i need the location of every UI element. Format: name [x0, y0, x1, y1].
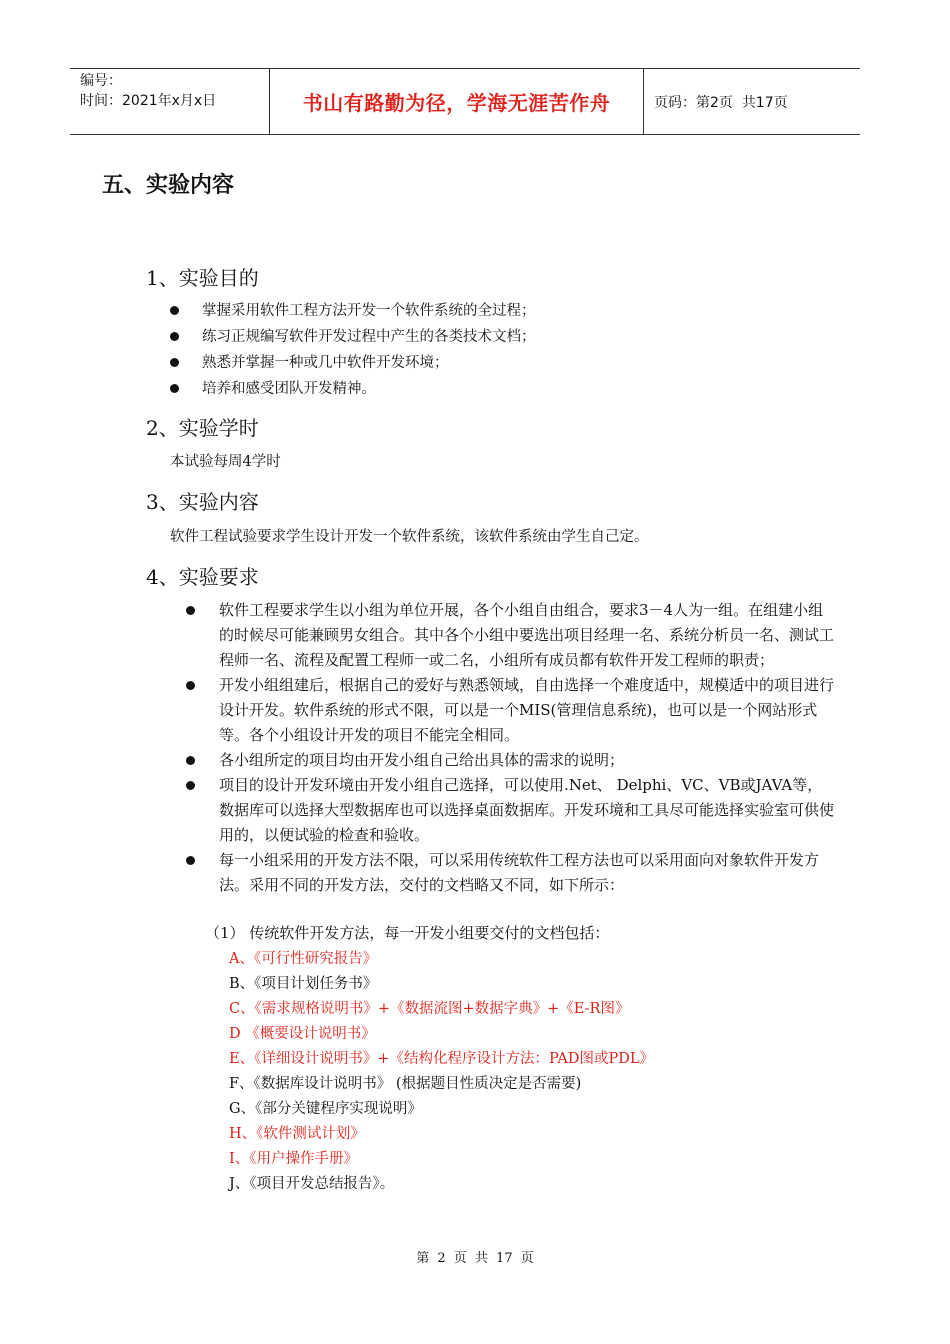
purpose-heading: 1、实验目的: [146, 266, 259, 290]
deliverable-item: F、《数据库设计说明书》 (根据题目性质决定是否需要): [229, 1076, 582, 1092]
content-heading: 3、实验内容: [146, 490, 259, 514]
bullet-icon: [186, 756, 195, 765]
page-info-text: 页码：第2页 共17页: [654, 94, 788, 111]
bullet-icon: [170, 358, 179, 367]
deliverable-item: D 《概要设计说明书》: [229, 1026, 376, 1042]
section-title: 五、实验内容: [102, 173, 235, 198]
purpose-list: [170, 298, 536, 402]
list-item: 开发小组组建后，根据自己的爱好与熟悉领域，自由选择一个难度适中，规模适中的项目进行设计开发。软件系统的形式不限，可以是一个MIS(管理信息系统)，也可以是一个网站形式等。各个小组设计开发的项目不能完全相同。: [186, 673, 836, 748]
deliverables-list: [229, 947, 654, 1197]
page-header: [70, 68, 860, 135]
bullet-icon: [186, 681, 195, 690]
bullet-icon: [186, 856, 195, 865]
bullet-icon: [170, 384, 179, 393]
bullet-icon: [170, 332, 179, 341]
bullet-icon: [186, 606, 195, 615]
deliverable-item: E、《详细设计说明书》+《结构化程序设计方法：PAD图或PDL》: [229, 1051, 655, 1067]
list-item: 项目的设计开发环境由开发小组自己选择，可以使用.Net、 Delphi、VC、VB或JAVA等，数据库可以选择大型数据库也可以选择桌面数据库。开发环境和工具尽可能选择实验室可供使用的，以便试验的检查和验收。: [186, 773, 836, 848]
hours-heading: 2、实验学时: [146, 416, 259, 440]
list-item: 练习正规编写软件开发过程中产生的各类技术文档；: [170, 324, 536, 350]
deliverable-item: A、《可行性研究报告》: [229, 951, 378, 967]
requirements-list: [186, 598, 836, 898]
list-item: 掌握采用软件工程方法开发一个软件系统的全过程；: [170, 298, 536, 324]
bullet-icon: [186, 781, 195, 790]
document-time: 时间：2021年x月x日: [80, 93, 217, 109]
deliverable-item: J、《项目开发总结报告》。: [229, 1176, 395, 1192]
content-text: 软件工程试验要求学生设计开发一个软件系统，该软件系统由学生自己定。: [170, 529, 649, 545]
list-item: 软件工程要求学生以小组为单位开展，各个小组自由组合，要求3－4人为一组。在组建小组的时候尽可能兼顾男女组合。其中各个小组中要选出项目经理一名、系统分析员一名、测试工程师一名、流程及配置工程师一或二名，小组所有成员都有软件开发工程师的职责；: [186, 598, 836, 673]
header-page-info: [644, 69, 860, 134]
header-motto: 书山有路勤为径，学海无涯苦作舟: [270, 69, 644, 134]
deliverable-item: G、《部分关键程序实现说明》: [229, 1101, 422, 1117]
hours-text: 本试验每周4学时: [170, 454, 281, 470]
list-item: 培养和感受团队开发精神。: [170, 376, 536, 402]
deliverable-item: B、《项目计划任务书》: [229, 976, 378, 992]
deliverable-item: I、《用户操作手册》: [229, 1151, 358, 1167]
header-meta: [70, 69, 270, 134]
deliverable-item: C、《需求规格说明书》+《数据流图+数据字典》+《E-R图》: [229, 1001, 630, 1017]
bullet-icon: [170, 306, 179, 315]
traditional-method-heading: （1） 传统软件开发方法，每一开发小组要交付的文档包括：: [205, 924, 610, 942]
list-item: 各小组所定的项目均由开发小组自己给出具体的需求的说明；: [186, 748, 836, 773]
page-footer: 第 2 页 共 17 页: [416, 1251, 534, 1266]
list-item: 每一小组采用的开发方法不限，可以采用传统软件工程方法也可以采用面向对象软件开发方法。采用不同的开发方法，交付的文档略又不同，如下所示：: [186, 848, 836, 898]
deliverable-item: H、《软件测试计划》: [229, 1126, 365, 1142]
list-item: 熟悉并掌握一种或几中软件开发环境；: [170, 350, 536, 376]
requirements-heading: 4、实验要求: [146, 565, 259, 589]
document-number-label: 编号：: [80, 73, 122, 89]
